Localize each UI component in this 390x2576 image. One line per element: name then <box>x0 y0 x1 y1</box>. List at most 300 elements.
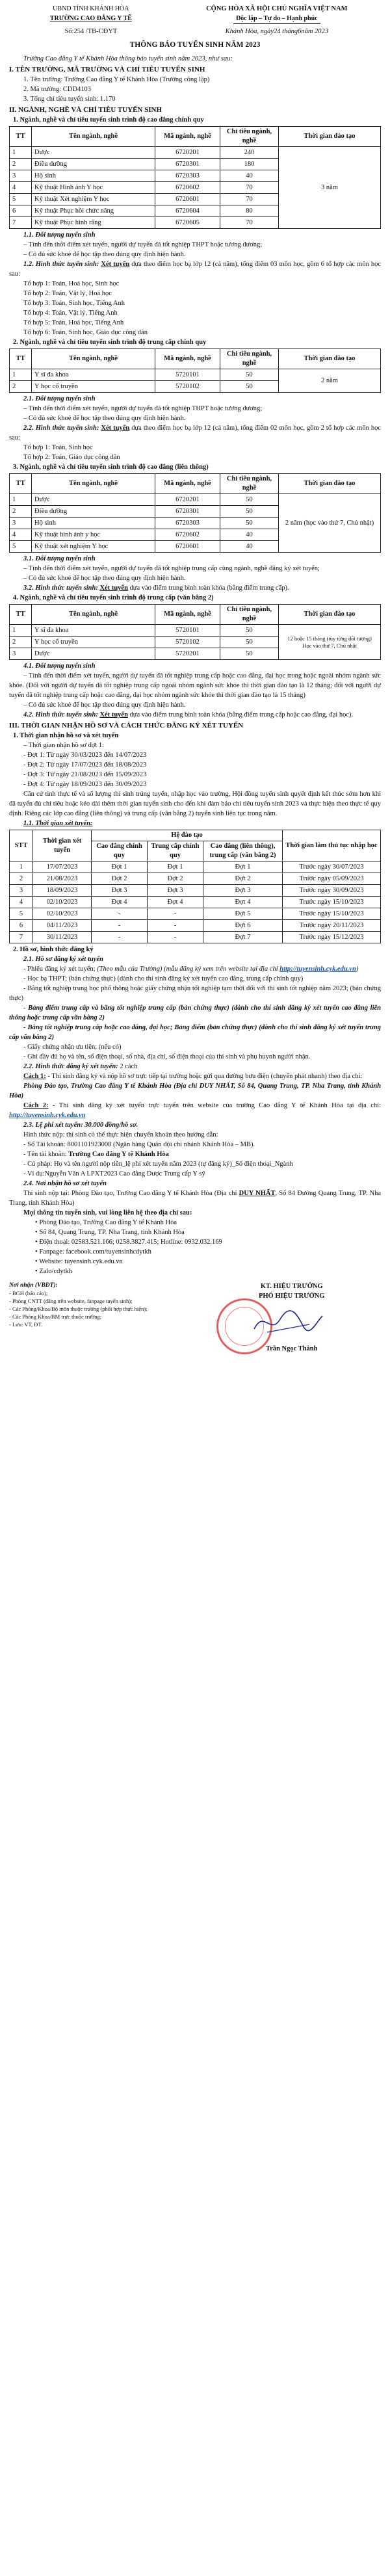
table-row <box>10 625 381 637</box>
cell: Y sĩ đa khoa <box>32 369 155 381</box>
way-label: Cách 1: <box>23 1073 46 1080</box>
cell: 40 <box>220 529 279 541</box>
recipient-item: - Phòng CNTT (đăng trên website, fanpage tuyển sinh); <box>9 1298 133 1304</box>
cell: 21/08/2023 <box>33 873 92 885</box>
cell: 70 <box>220 217 279 229</box>
section-1-heading: I. TÊN TRƯỜNG, MÃ TRƯỜNG VÀ CHỈ TIÊU TUYỂN SINH <box>9 66 205 73</box>
cell: 30/11/2023 <box>33 932 92 943</box>
cell: 17/07/2023 <box>33 861 92 873</box>
cell: 6720201 <box>155 147 220 159</box>
table-row <box>10 932 381 943</box>
bridge-heading: 3. Ngành, nghề và chỉ tiêu tuyển sinh trình độ cao đẳng (liên thông) <box>13 464 209 471</box>
col-header: STT <box>10 830 33 861</box>
subhead-2-1-dossier: 2.1. Hồ sơ đăng ký xét tuyển <box>23 956 103 963</box>
cell: 6720601 <box>155 194 220 205</box>
cell: 4 <box>10 182 32 194</box>
col-header: TT <box>10 474 32 494</box>
signature-icon <box>202 1301 381 1344</box>
way1-address: Phòng Đào tạo, Trường Cao đẳng Y tế Khánh Hòa (Địa chỉ DUY NHẤT, Số 84, Quang Trung, TP. Nha Trang, tỉnh Khánh Hòa) <box>9 1083 381 1099</box>
col-header: Tên ngành, nghề <box>32 474 155 494</box>
keyword: Xét tuyển <box>99 711 128 718</box>
para: - Số Tài khoản: 8001101923008 (Ngân hàng Quân đội chi nhánh Khánh Hòa – MB). <box>23 1141 255 1148</box>
cell: 02/10/2023 <box>33 908 92 920</box>
combo-item: Tổ hợp 1: Toán, Sinh học <box>23 444 93 451</box>
para: – Có đủ sức khoẻ để học tập theo đúng quy định hiện hành. <box>23 415 186 422</box>
list-item <box>35 1257 381 1267</box>
subhead-1-2: 1.2. Hình thức tuyển sinh: <box>23 261 99 268</box>
intro-text: Trường Cao đẳng Y tế Khánh Hòa thông báo tuyển sinh năm 2023, như sau: <box>23 55 233 62</box>
cell: Đợt 2 <box>148 873 203 885</box>
cell: 70 <box>220 194 279 205</box>
account-name: Trường Cao đẳng Y tế Khánh Hòa <box>68 1151 169 1158</box>
cell: 2 <box>10 637 32 648</box>
para <box>9 1101 381 1120</box>
bullet-icon: • <box>35 1239 40 1246</box>
duration-a: 12 hoặc 15 tháng (tùy từng đối tượng) <box>287 635 372 642</box>
combo-item: Tổ hợp 1: Toán, Hoá học, Sinh học <box>23 280 120 287</box>
text: dựa theo điểm học bạ lớp 12 (cả năm), tổng điểm 03 môn học, gồm 6 tổ hợp các môn học sau: <box>9 261 382 278</box>
text: (Theo mẫu của Trường) (mẫu đăng ký xem trên website tại địa chỉ <box>97 966 280 973</box>
cell: Đợt 3 <box>92 885 148 897</box>
way-label: Cách 2: <box>23 1102 49 1109</box>
para: – Tính đến thời điểm xét tuyển, người dự tuyển đã tốt nghiệp trung cấp hoặc cao đẳng, đại học trong hoặc ngoài nhóm ngành sức khỏe. (Đối với người dự tuyển đã tốt nghiệp trung cấp ngoài nhóm ngành sức khỏe thì thời gian đào tạo là 12 tháng; đối với người dự tuyển đã tốt nghiệp trung cấp hoặc cao đẳng, đại học nhóm ngành sức khỏe thì thời gian đào tạo là 15 tháng) <box>9 672 381 699</box>
text: - Thí sinh đăng ký và nộp hồ sơ trực tiếp tại trường hoặc gửi qua đường bưu điện (chuyển phát nhanh) theo địa chỉ: <box>46 1073 363 1080</box>
online-registration-link[interactable]: http://tuyensinh.cyk.edu.vn <box>9 1112 86 1119</box>
recipient-item: - Lưu: VT, ĐT. <box>9 1321 43 1328</box>
recipient-item: - BGH (báo cáo); <box>9 1290 48 1296</box>
text: - Phiếu đăng ký xét tuyển; <box>23 966 98 973</box>
cell: Trước ngày 05/09/2023 <box>283 873 381 885</box>
cell: 3 <box>10 518 32 529</box>
cell: 70 <box>220 182 279 194</box>
cell: Kỹ thuật Phục hồi chức năng <box>32 205 155 217</box>
para: - Ghi đầy đủ họ và tên, số điện thoại, số nhà, địa chỉ, số điện thoại của thí sinh và phụ huynh người nhận. <box>23 1053 311 1060</box>
col-header: TT <box>10 349 32 369</box>
schedule-heading: 1. Thời gian nhận hồ sơ và xét tuyển <box>13 732 119 739</box>
cell: Y học cổ truyền <box>32 381 155 393</box>
cell: - <box>92 920 148 932</box>
para: - Ví dụ:Nguyễn Văn A LPXT2023 Cao đẳng Dược Trung cấp Y sỹ <box>23 1170 205 1177</box>
cell: 1 <box>10 494 32 506</box>
para <box>9 1071 381 1081</box>
cell: Đợt 3 <box>148 885 203 897</box>
col-header: TT <box>10 127 32 147</box>
col-header: Trung cấp chính quy <box>148 841 203 861</box>
cell: 40 <box>220 170 279 182</box>
cell: 2 <box>10 506 32 518</box>
college-table <box>9 126 381 229</box>
combo-item: Tổ hợp 6: Toán, Sinh học, Giáo dục công dân <box>23 329 148 336</box>
cell: 2 <box>10 873 33 885</box>
schedule-note: Căn cứ tình thực tế và số lượng thí sinh trúng tuyển, nhập học vào trường, Hội đồng tuyển sinh quyết định kết thúc sớm hơn khi đã tuyển đủ chỉ tiêu hoặc kéo dài thêm thời gian tuyển sinh cho đến khi đảm bảo chỉ tiêu tuyển sinh 2023 và thực hiện theo thực tế quy định. Riêng các lớp cao đẳng (liên thông) và trung cấp (văn bằng 2) tuyển sinh liên tục trong năm. <box>9 791 381 817</box>
cell: Đợt 2 <box>92 873 148 885</box>
col-header: Tên ngành, nghề <box>32 605 155 625</box>
para: - Cú pháp: Họ và tên người nộp tiền_lệ phí xét tuyển năm 2023 (tự đăng ký)_Số điện thoại_Ngành <box>23 1161 293 1168</box>
para: - Học bạ THPT; (bản chứng thực) (dành cho thí sinh đăng ký xét tuyển cao đẳng, trung cấp chính quy) <box>23 975 304 982</box>
cell: Y sĩ đa khoa <box>32 625 155 637</box>
cell: 1 <box>10 369 32 381</box>
cell: Đợt 2 <box>203 873 283 885</box>
cell: 3 <box>10 885 33 897</box>
col-header: Mã ngành, nghề <box>155 127 220 147</box>
duration-cell: 2 năm (học vào thứ 7, Chủ nhật) <box>279 494 381 553</box>
cell: 40 <box>220 541 279 553</box>
list-item <box>35 1228 381 1237</box>
round-item: - Đợt 4: Từ ngày 18/09/2023 đến 30/09/2023 <box>23 781 147 788</box>
cell: 4 <box>10 897 33 908</box>
cell: 5 <box>10 194 32 205</box>
table-row <box>10 369 381 381</box>
col-header: Chỉ tiêu ngành, nghề <box>220 605 279 625</box>
cell: - <box>92 908 148 920</box>
text: - Thí sinh đăng ký xét tuyển trực tuyến trên website của trường Cao đẳng Y tế Khánh Hòa tại địa chỉ: <box>48 1102 381 1109</box>
combo-item: Tổ hợp 2: Toán, Vật lý, Hoá học <box>23 290 112 297</box>
subhead-3-2: 3.2. Hình thức tuyển sinh: <box>23 585 98 592</box>
cell: 6720602 <box>155 182 220 194</box>
para: – Có đủ sức khoẻ để học tập theo đúng quy định hiện hành. <box>23 702 186 709</box>
text: 2 cách <box>118 1063 138 1070</box>
contact-line: Website: tuyensinh.cyk.edu.vn <box>39 1258 123 1265</box>
cell: 2 <box>10 159 32 170</box>
cell: Đợt 1 <box>203 861 283 873</box>
subhead-4-2: 4.2. Hình thức tuyển sinh: <box>23 711 98 718</box>
col-header: Cao đẳng (liên thông), trung cấp (văn bằng 2) <box>203 841 283 861</box>
recipient-item: - Các Phòng Khoa/BM trực thuộc trường; <box>9 1313 102 1320</box>
col-group-header: Hệ đào tạo <box>92 830 283 841</box>
doc-number: Số:254 /TB-CĐYT <box>64 28 118 35</box>
cell: Trước ngày 30/09/2023 <box>283 885 381 897</box>
doc-date: Khánh Hòa, ngày24 tháng6năm 2023 <box>225 28 329 35</box>
cell: Đợt 6 <box>203 920 283 932</box>
cell: 6720303 <box>155 170 220 182</box>
signature-block <box>202 1281 381 1354</box>
para <box>9 710 381 720</box>
cell: 3 <box>10 648 32 660</box>
cell: - <box>148 920 203 932</box>
cell: 1 <box>10 861 33 873</box>
para: – Có đủ sức khoẻ để học tập theo đúng quy định hiện hành. <box>23 575 186 582</box>
cell: Đợt 3 <box>203 885 283 897</box>
duration-cell: 2 năm <box>279 369 381 393</box>
cell: 50 <box>220 648 279 660</box>
col-header: Thời gian xét tuyển <box>33 830 92 861</box>
document-header <box>9 4 381 24</box>
cell: Dược <box>32 494 155 506</box>
table-header-row <box>10 605 381 625</box>
col-header: Chỉ tiêu ngành, nghề <box>220 127 279 147</box>
para: - Bảng điểm trung cấp và bằng tốt nghiệp trung cấp (bản chứng thực) (dành cho thí sinh đăng ký xét tuyển cao đẳng liên thông hoặc trung cấp văn bằng 2) <box>9 1005 381 1021</box>
duration-cell <box>279 625 381 660</box>
cell: Dược <box>32 147 155 159</box>
cell: 6 <box>10 205 32 217</box>
school-code: 2. Mã trường: CDD4103 <box>23 86 91 93</box>
cell: Điều dưỡng <box>32 506 155 518</box>
text: ) <box>356 966 359 973</box>
para: – Tính đến thời điểm xét tuyển, người dự tuyển đã tốt nghiệp trung cấp cùng ngành, nghề đăng ký xét tuyển; <box>23 565 320 572</box>
issuer-parent: UBND TỈNH KHÁNH HÒA <box>53 5 129 12</box>
col-header: Chỉ tiêu ngành, nghề <box>220 474 279 494</box>
para: Hình thức nộp: thí sinh có thể thực hiện chuyển khoản theo hướng dẫn: <box>23 1131 218 1138</box>
doc-meta <box>9 27 381 36</box>
cell: - <box>148 932 203 943</box>
col-header: Thời gian làm thủ tục nhập học <box>283 830 381 861</box>
registration-form-link[interactable]: http://tuyensinh.cyk.edu.vn <box>280 966 356 973</box>
para <box>9 423 381 443</box>
table-row <box>10 897 381 908</box>
bullet-icon: • <box>35 1258 40 1265</box>
subhead-3-1: 3.1. Đối tượng tuyển sinh <box>23 555 96 562</box>
round-item: - Đợt 2: Từ ngày 17/07/2023 đến 18/08/2023 <box>23 761 147 769</box>
cell: Điều dưỡng <box>32 159 155 170</box>
bridge-table <box>9 473 381 553</box>
para: - Bằng tốt nghiệp trung cấp hoặc cao đẳng, đại học; Bảng điểm (bản chứng thực) (dành cho thí sinh đăng ký xét tuyển trung cấp văn bằng 2) <box>9 1024 381 1041</box>
contact-line: Phòng Đào tạo, Trường Cao đẳng Y tế Khánh Hòa <box>39 1219 177 1226</box>
list-item <box>35 1237 381 1247</box>
recipient-item: - Các Phòng/Khoa/Bộ môn thuộc trường (phối hợp thực hiện); <box>9 1306 148 1312</box>
schedule-table <box>9 830 381 943</box>
table-header-row <box>10 830 381 841</box>
cell: 5720102 <box>155 381 220 393</box>
subhead-2-2: 2.2. Hình thức tuyển sinh: <box>23 425 99 432</box>
col-header: Tên ngành, nghề <box>32 349 155 369</box>
col-header: Thời gian đào tạo <box>279 474 381 494</box>
combo-item: Tổ hợp 5: Toán, Hoá học, Tiếng Anh <box>23 319 124 326</box>
para <box>9 964 381 974</box>
cell: Kỹ thuật Hình ảnh Y học <box>32 182 155 194</box>
cell: Kỹ thuật Phục hình răng <box>32 217 155 229</box>
cell: Trước ngày 15/10/2023 <box>283 908 381 920</box>
cell: Trước ngày 15/12/2023 <box>283 932 381 943</box>
nation-title: CỘNG HÒA XÃ HỘI CHỦ NGHĨA VIỆT NAM <box>206 5 348 12</box>
cell: 50 <box>220 518 279 529</box>
cell: 5 <box>10 908 33 920</box>
cell: - <box>148 908 203 920</box>
cell: 50 <box>220 506 279 518</box>
text: , Số 84 Đường Quang Trung, TP. Nha Trang, tỉnh Khánh Hòa) <box>9 1190 381 1207</box>
cell: Đợt 4 <box>203 897 283 908</box>
table-header-row <box>10 474 381 494</box>
para <box>9 1189 381 1208</box>
cell: Kỹ thuật Xét nghiệm Y học <box>32 194 155 205</box>
second-degree-table <box>9 604 381 660</box>
combo-item: Tổ hợp 2: Toán, Giáo dục công dân <box>23 454 120 461</box>
cell: 7 <box>10 932 33 943</box>
para <box>9 583 381 593</box>
col-header: Thời gian đào tạo <box>279 349 381 369</box>
cell: 5 <box>10 541 32 553</box>
col-header: Thời gian đào tạo <box>279 127 381 147</box>
para: – Tính đến thời điểm xét tuyển, người dự tuyển đã tốt nghiệp THPT hoặc tương đương; <box>23 405 263 412</box>
subhead-2-1: 2.1. Đối tượng tuyển sinh <box>23 395 96 402</box>
recipients-label: Nơi nhận (VBĐT): <box>9 1282 58 1289</box>
round-item: - Đợt 3: Từ ngày 21/08/2023 đến 15/09/2023 <box>23 771 147 778</box>
para <box>9 1062 381 1071</box>
list-item <box>35 1247 381 1257</box>
issuer-name: TRƯỜNG CAO ĐẲNG Y TẾ <box>49 15 132 22</box>
text: dựa vào điểm trung bình toàn khóa (bằng điểm trung cấp). <box>127 585 289 592</box>
col-header: Mã ngành, nghề <box>155 349 220 369</box>
cell: 6720602 <box>155 529 220 541</box>
col-header: TT <box>10 605 32 625</box>
table-row <box>10 147 381 159</box>
cell: Đợt 5 <box>203 908 283 920</box>
subhead-4-1: 4.1. Đối tượng tuyển sinh <box>23 663 96 670</box>
combo-item: Tổ hợp 3: Toán, Sinh học, Tiếng Anh <box>23 300 125 307</box>
round-item: - Đợt 1: Từ ngày 30/03/2023 đến 14/07/2023 <box>23 752 147 759</box>
cell: Dược <box>32 648 155 660</box>
total-quota: 3. Tổng chỉ tiêu tuyển sinh: 1.170 <box>23 96 116 103</box>
cell: Kỹ thuật xét nghiệm Y học <box>32 541 155 553</box>
school-name: 1. Tên trường: Trường Cao đẳng Y tế Khánh Hòa (Trường công lập) <box>23 76 210 83</box>
issuer-block <box>9 4 173 24</box>
cell: Trước ngày 30/07/2023 <box>283 861 381 873</box>
cell: Đợt 4 <box>148 897 203 908</box>
cell: 6720201 <box>155 494 220 506</box>
cell: Đợt 1 <box>148 861 203 873</box>
cell: 5720101 <box>155 369 220 381</box>
cell: 6720605 <box>155 217 220 229</box>
table-row <box>10 494 381 506</box>
bullet-icon: • <box>35 1248 40 1255</box>
text: dựa vào điểm trung bình toàn khóa (bằng điểm trung cấp hoặc cao đẳng, đại học). <box>127 711 354 718</box>
keyword: Xét tuyển <box>99 585 128 592</box>
cell: Trước ngày 15/10/2023 <box>283 897 381 908</box>
text: Thí sinh nộp tại: Phòng Đào tạo, Trường Cao đẳng Y tế Khánh Hòa (Địa chỉ <box>23 1190 239 1197</box>
keyword: Xét tuyển <box>101 425 130 432</box>
para: - Bằng tốt nghiệp trung học phổ thông hoặc giấy chứng nhận tốt nghiệp tạm thời đối với thí sinh tốt nghiệp năm 2023; (bản chứng thực) <box>9 985 381 1002</box>
subhead-1-1-schedule: 1.1. Thời gian xét tuyển: <box>23 820 93 827</box>
document-footer <box>9 1281 381 1354</box>
contact-line: Điện thoại: 02583.521.166; 0258.3827.415; Hotline: 0932.032.169 <box>39 1239 222 1246</box>
signer-role-1: KT. HIỆU TRƯỞNG <box>260 1283 323 1290</box>
fee-heading: 2.3. Lệ phí xét tuyển: 30.000 đồng/hồ sơ. <box>23 1122 138 1129</box>
cell: 6 <box>10 920 33 932</box>
doc-title: THÔNG BÁO TUYỂN SINH NĂM 2023 <box>129 41 261 49</box>
submit-place-heading: 2.4. Nơi nhận hồ sơ xét tuyển <box>23 1180 107 1187</box>
round-lead: – Thời gian nhận hồ sơ đợt 1: <box>23 742 105 749</box>
table-row <box>10 885 381 897</box>
table-row <box>10 873 381 885</box>
col-header: Tên ngành, nghề <box>32 127 155 147</box>
cell: Kỹ thuật hình ảnh y học <box>32 529 155 541</box>
cell: 240 <box>220 147 279 159</box>
section-2-heading: II. NGÀNH, NGHỀ VÀ CHỈ TIÊU TUYỂN SINH <box>9 106 162 114</box>
cell: 80 <box>220 205 279 217</box>
table-row <box>10 908 381 920</box>
col-header: Thời gian đào tạo <box>279 605 381 625</box>
nation-block <box>173 4 381 24</box>
table-header-row <box>10 127 381 147</box>
cell: Đợt 4 <box>92 897 148 908</box>
cell: 1 <box>10 625 32 637</box>
table-row <box>10 861 381 873</box>
contact-line: Zalo/cdytkh <box>39 1268 73 1275</box>
cell: 6720604 <box>155 205 220 217</box>
bullet-icon: • <box>35 1268 40 1275</box>
bullet-icon: • <box>35 1229 40 1236</box>
cell: 04/11/2023 <box>33 920 92 932</box>
cell: 5720101 <box>155 625 220 637</box>
table-row <box>10 920 381 932</box>
para: - Giấy chứng nhận ưu tiên; (nếu có) <box>23 1044 122 1051</box>
para: – Có đủ sức khoẻ để học tập theo đúng quy định hiện hành. <box>23 251 186 258</box>
para: – Tính đến thời điểm xét tuyển, người dự tuyển đã tốt nghiệp THPT hoặc tương đương; <box>23 241 263 248</box>
para <box>9 259 381 279</box>
list-item <box>35 1218 381 1228</box>
signer-name: Trần Ngọc Thành <box>265 1345 318 1352</box>
cell: 2 <box>10 381 32 393</box>
cell: 6720601 <box>155 541 220 553</box>
keyword: Xét tuyển <box>101 261 130 268</box>
cell: 6720303 <box>155 518 220 529</box>
duration-cell: 3 năm <box>279 147 381 229</box>
cell: Hộ sinh <box>32 170 155 182</box>
cell: 6720301 <box>155 506 220 518</box>
col-header: Mã ngành, nghề <box>155 474 220 494</box>
cell: Y học cổ truyền <box>32 637 155 648</box>
duration-b: Học vào thứ 7, Chủ nhật <box>302 642 357 649</box>
col-header: Cao đẳng chính quy <box>92 841 148 861</box>
cell: 5720201 <box>155 648 220 660</box>
signer-role-2: PHÓ HIỆU TRƯỞNG <box>258 1293 325 1300</box>
contact-line: Fanpage: facebook.com/tuyensinhcdytkh <box>39 1248 151 1255</box>
subhead-2-2-method: 2.2. Hình thức đăng ký xét tuyển: <box>23 1063 118 1070</box>
cell: 50 <box>220 637 279 648</box>
para <box>9 1150 381 1159</box>
cell: Trước ngày 20/11/2023 <box>283 920 381 932</box>
second-degree-heading: 4. Ngành, nghề và chỉ tiêu tuyển sinh trình độ trung cấp (văn bằng 2) <box>13 594 214 601</box>
cell: 5720102 <box>155 637 220 648</box>
contact-lead: Mọi thông tin tuyển sinh, vui lòng liên hệ theo địa chỉ sau: <box>23 1209 192 1216</box>
cell: 6720301 <box>155 159 220 170</box>
cell: 50 <box>220 494 279 506</box>
dossier-heading: 2. Hồ sơ, hình thức đăng ký <box>13 946 94 953</box>
cell: Đợt 7 <box>203 932 283 943</box>
cell: Hộ sinh <box>32 518 155 529</box>
cell: 50 <box>220 369 279 381</box>
cell: - <box>92 932 148 943</box>
cell: 3 <box>10 170 32 182</box>
cell: 1 <box>10 147 32 159</box>
cell: 18/09/2023 <box>33 885 92 897</box>
nation-motto: Độc lập – Tự do – Hạnh phúc <box>233 14 320 24</box>
combo-item: Tổ hợp 4: Toán, Vật lý, Tiếng Anh <box>23 309 118 317</box>
cell: 4 <box>10 529 32 541</box>
contact-line: Số 84, Quang Trung, TP. Nha Trang, tỉnh Khánh Hòa <box>39 1229 185 1236</box>
cell: 7 <box>10 217 32 229</box>
subhead-1-1: 1.1. Đối tượng tuyển sinh <box>23 231 96 239</box>
recipients-block <box>9 1281 180 1354</box>
cell: 50 <box>220 625 279 637</box>
intermediate-table <box>9 348 381 393</box>
college-heading: 1. Ngành, nghề và chỉ tiêu tuyển sinh trình độ cao đẳng chính quy <box>13 116 204 124</box>
text: DUY NHẤT <box>239 1190 276 1197</box>
list-item <box>35 1267 381 1276</box>
text: dựa theo điểm học bạ lớp 12 (cả năm), tổng điểm 02 môn học, gồm 2 tổ hợp các môn học sau: <box>9 425 382 441</box>
section-3-heading: III. THỜI GIAN NHẬN HỒ SƠ VÀ CÁCH THỨC ĐĂNG KÝ XÉT TUYỂN <box>9 722 244 729</box>
contact-list <box>9 1218 381 1276</box>
cell: Đợt 1 <box>92 861 148 873</box>
col-header: Chỉ tiêu ngành, nghề <box>220 349 279 369</box>
intermediate-heading: 2. Ngành, nghề và chỉ tiêu tuyển sinh trình độ trung cấp chính quy <box>13 339 207 346</box>
text: - Tên tài khoản: <box>23 1151 67 1158</box>
cell: 50 <box>220 381 279 393</box>
col-header: Mã ngành, nghề <box>155 605 220 625</box>
cell: 180 <box>220 159 279 170</box>
bullet-icon: • <box>35 1219 40 1226</box>
cell: 02/10/2023 <box>33 897 92 908</box>
table-header-row <box>10 349 381 369</box>
